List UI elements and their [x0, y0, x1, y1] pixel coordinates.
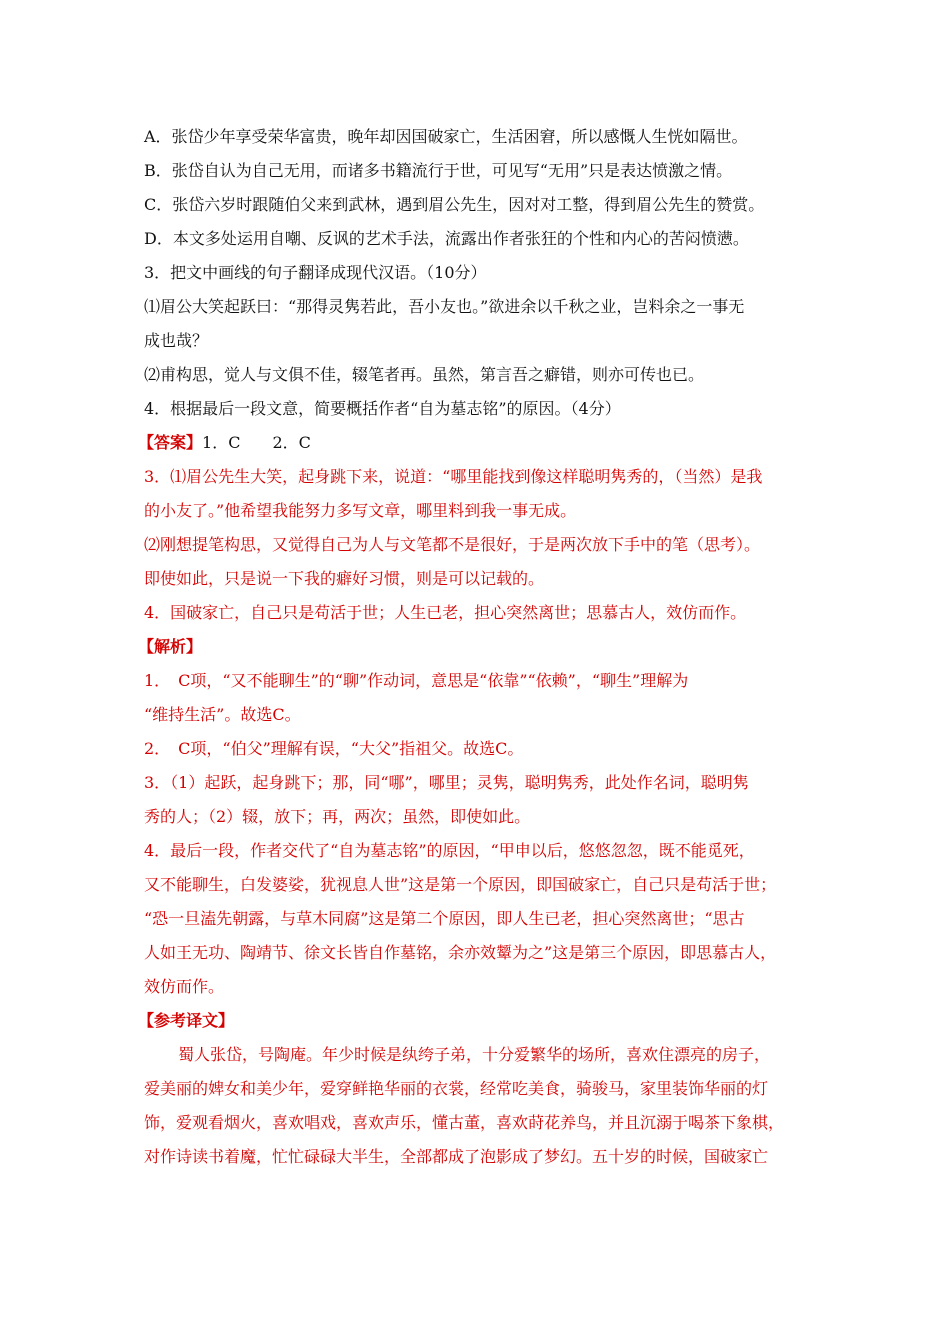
translation-line-1: 蜀人张岱，号陶庵。年少时候是纨绔子弟，十分爱繁华的场所，喜欢住漂亮的房子，: [178, 1045, 771, 1064]
choice-d: D．本文多处运用自嘲、反讽的艺术手法，流露出作者张狂的个性和内心的苦闷愤懑。: [144, 229, 749, 248]
analysis-2: 2． C项，“伯父”理解有误，“大父”指祖父。故选C。: [144, 739, 524, 758]
analysis-1: 1． C项，“又不能聊生”的“聊”作动词，意思是“依靠”“依赖”，“聊生”理解为: [144, 671, 689, 690]
answer-mc: 1．C 2．C: [202, 433, 311, 452]
analysis-3-cont: 秀的人；（2）辍，放下；再，两次；虽然，即使如此。: [144, 807, 531, 826]
question-3-prompt: 3．把文中画线的句子翻译成现代汉语。（10分）: [144, 263, 487, 282]
answer-3-1: 3．⑴眉公先生大笑，起身跳下来，说道：“哪里能找到像这样聪明隽秀的，（当然）是我: [144, 467, 763, 486]
choice-c: C．张岱六岁时跟随伯父来到武林，遇到眉公先生，因对对工整，得到眉公先生的赞赏。: [144, 195, 765, 214]
question-3-sentence-2: ⑵甫构思，觉人与文俱不佳，辍笔者再。虽然，第言吾之癖错，则亦可传也已。: [144, 365, 705, 384]
answer-label: 【答案】: [138, 433, 203, 452]
question-3-sentence-1-cont: 成也哉？: [144, 331, 209, 350]
choice-b: B．张岱自认为自己无用，而诸多书籍流行于世，可见写“无用”只是表达愤激之情。: [144, 161, 733, 180]
answer-line: [138, 426, 814, 460]
translation-heading: [138, 1004, 814, 1038]
translation-line-3: 饰，爱观看烟火，喜欢唱戏，喜欢声乐，懂古董，喜欢莳花养鸟，并且沉溺于喝茶下象棋，: [144, 1113, 785, 1132]
answer-3-2: ⑵刚想提笔构思，又觉得自己为人与文笔都不是很好，于是两次放下手中的笔（思考）。: [144, 535, 761, 554]
analysis-heading: [138, 630, 814, 664]
analysis-label: 【解析】: [138, 637, 203, 656]
answer-4: 4．国破家亡，自己只是苟活于世；人生已老，担心突然离世；思慕古人，效仿而作。: [144, 603, 747, 622]
analysis-4-cont-3: 人如王无功、陶靖节、徐文长皆自作墓铭，余亦效颦为之”这是第三个原因，即思慕古人，: [144, 943, 777, 962]
choice-a: A．张岱少年享受荣华富贵，晚年却因国破家亡，生活困窘，所以感慨人生恍如隔世。: [144, 127, 748, 146]
answer-3-2-cont: 即使如此，只是说一下我的癖好习惯，则是可以记载的。: [144, 569, 545, 588]
analysis-4-cont-4: 效仿而作。: [144, 977, 225, 996]
analysis-3: 3．（1）起跃，起身跳下；那，同“哪”，哪里；灵隽，聪明隽秀，此处作名词，聪明隽: [144, 773, 749, 792]
translation-line-4: 对作诗读书着魔，忙忙碌碌大半生，全部都成了泡影成了梦幻。五十岁的时候，国破家亡: [144, 1147, 769, 1166]
analysis-4-cont-1: 又不能聊生，白发婆娑，犹视息人世”这是第一个原因，即国破家亡，自己只是苟活于世；: [144, 875, 777, 894]
translation-label: 【参考译文】: [138, 1011, 235, 1030]
question-4-prompt: 4．根据最后一段文意，简要概括作者“自为墓志铭”的原因。（4分）: [144, 399, 621, 418]
analysis-4: 4．最后一段，作者交代了“自为墓志铭”的原因，“甲申以后，悠悠忽忽，既不能觅死，: [144, 841, 755, 860]
translation-line-2: 爱美丽的婢女和美少年，爱穿鲜艳华丽的衣裳，经常吃美食，骑骏马，家里装饰华丽的灯: [144, 1079, 769, 1098]
answer-3-1-cont: 的小友了。”他希望我能努力多写文章，哪里料到我一事无成。: [144, 501, 577, 520]
question-3-sentence-1: ⑴眉公大笑起跃曰：“那得灵隽若此，吾小友也。”欲进余以千秋之业，岂料余之一事无: [144, 297, 745, 316]
analysis-1-cont: “维持生活”。故选C。: [144, 705, 301, 724]
document-content: [138, 120, 814, 1174]
analysis-4-cont-2: “恐一旦溘先朝露，与草木同腐”这是第二个原因，即人生已老，担心突然离世；“思古: [144, 909, 745, 928]
